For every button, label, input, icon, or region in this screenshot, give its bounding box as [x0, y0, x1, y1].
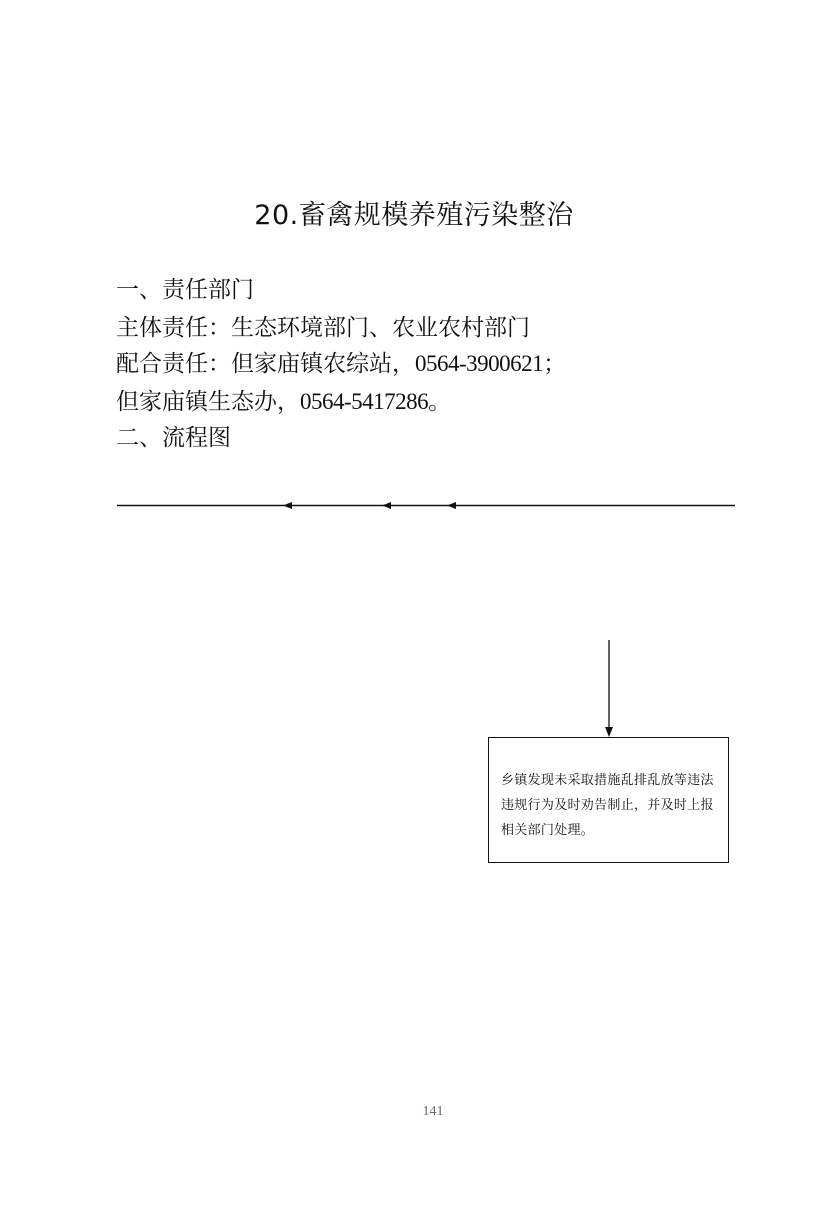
- coop-station-end: ；: [543, 351, 567, 377]
- arrowhead-left-2: [382, 502, 391, 509]
- section-heading-responsibility: 一、责任部门: [116, 277, 254, 303]
- arrowhead-left-1: [283, 502, 292, 509]
- section-heading-flowchart: 二、流程图: [116, 425, 231, 451]
- flowchart-box-text: 乡镇发现未采取措施乱排乱放等违法违规行为及时劝告制止，并及时上报相关部门处理。: [501, 773, 714, 838]
- coop-responsibility-label: 配合责任：: [116, 351, 231, 377]
- arrowhead-left-3: [447, 502, 456, 509]
- main-responsibility-value: 生态环境部门、农业农村部门: [231, 315, 530, 341]
- flowchart-box-township-action: [488, 737, 729, 863]
- page-number: 141: [422, 1104, 444, 1119]
- page-title: 20.畜禽规模养殖污染整治: [254, 200, 574, 231]
- coop-station-phone: 0564-3900621: [415, 351, 544, 376]
- arrowhead-down: [605, 727, 613, 737]
- ecology-office-end: 。: [428, 389, 452, 415]
- main-responsibility-label: 主体责任：: [116, 315, 231, 341]
- coop-station-name: 但家庙镇农综站，: [231, 351, 415, 377]
- ecology-office-name: 但家庙镇生态办，: [116, 389, 300, 415]
- ecology-office-phone: 0564-5417286: [300, 389, 429, 414]
